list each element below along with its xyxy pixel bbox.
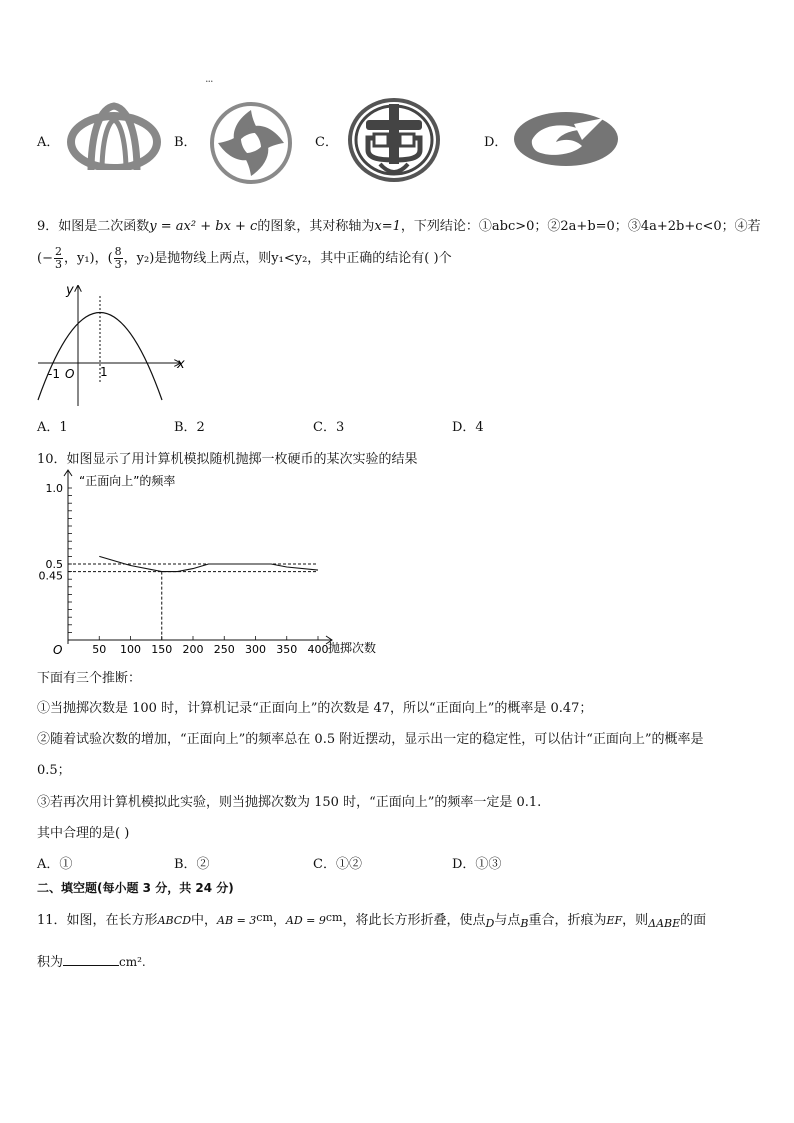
chart-origin-label: O [53,643,63,657]
q11-line-1 [37,909,706,930]
chart-x-tick-label: 400 [307,643,329,656]
q11-unit: cm². [119,955,146,969]
chart-y-tick-label: 1.0 [45,482,63,495]
q11-line-2 [37,951,146,970]
q9-parabola-graph [34,280,194,410]
q9-intro: 如图是二次函数 [58,219,150,234]
q11-text-c: ，将此长方形折叠，使点 [342,913,486,928]
q9-one-label: 1 [100,365,108,379]
q9-p1-num: 2 [54,245,62,258]
q9-conclusions-label: ，下列结论： [400,219,479,234]
q9-function: y = ax² + bx + c [149,219,258,234]
chart-x-tick-label: 100 [120,643,141,656]
q10-frequency-chart [30,466,400,658]
q8-option-b-label: B． [174,135,197,150]
q10-option-d: D．①③ [452,857,502,872]
q11-ab: AB = 3 [217,914,257,927]
q9-p1-open: (− [37,251,53,266]
q10-statement-1: ①当抛掷次数是 100 时，计算机记录“正面向上”的次数是 47，所以“正面向上”的概率是 0.47； [37,701,593,716]
q10-question: 其中合理的是( ) [37,826,130,841]
q9-option-c: C．3 [313,420,345,435]
q11-text-d: 与点 [494,913,521,928]
q11-cm-1: cm [256,911,273,924]
q9-p2-close: ，y₂)是抛物线上两点，则y₁<y₂，其中正确的结论有( )个 [123,251,452,266]
q11-text-g: 的面 [680,913,707,928]
chart-x-tick-label: 250 [213,643,235,656]
q9-option-d: D．4 [452,420,484,435]
q9-p2-den: 3 [114,258,122,271]
section-2-heading: 二、填空题(每小题 3 分，共 24 分) [37,881,234,895]
chart-title: “正面向上”的频率 [79,474,176,488]
q9-neg-one-label: -1 [48,367,60,381]
logo-c-image [344,94,444,186]
q11-rect: ABCD [157,914,192,927]
q11-sep: ， [272,913,286,928]
q9-axis: x=1 [374,219,401,234]
q10-option-a: A．① [37,857,73,872]
q9-conclusion-3: ③4a+2b+c<0； [627,219,735,234]
chart-x-axis-label: 抛掷次数 [328,641,377,655]
q9-conclusion-1: ①abc>0； [478,219,548,234]
chart-x-tick-label: 200 [182,643,204,656]
chart-y-tick-label: 0.45 [38,569,63,583]
chart-y-tick-label: 0.5 [45,558,63,571]
q11-text-e: 重合，折痕为 [528,913,607,928]
q9-mid: 的图象，其对称轴为 [257,219,375,234]
chart-x-tick-label: 300 [245,643,266,656]
logo-b-image [208,100,294,186]
q10-statement-3: ③若再次用计算机模拟此实验，则当抛掷次数为 150 时，“正面向上”的频率一定是 0.1. [37,795,542,810]
q10-option-c: C．①② [313,857,362,872]
q11-answer-blank[interactable] [63,953,119,966]
q9-x-label: x [177,357,185,372]
q10-text: 如图显示了用计算机模拟随机抛掷一枚硬币的某次实验的结果 [66,452,418,467]
q11-triangle: ΔABE [648,917,681,930]
logo-a-image [66,100,162,180]
q10-option-b: B．② [174,857,210,872]
q9-p2-num: 8 [114,245,122,258]
q11-ef: EF [606,914,623,927]
q9-origin-label: O [65,367,75,381]
q8-option-d-label: D． [484,135,508,150]
q9-line-1 [37,215,761,234]
q9-p1-fraction [54,246,63,271]
logo-d-image [512,110,620,168]
q9-conclusion-2: ②2a+b=0； [547,219,628,234]
q11-text-f: ，则 [622,913,649,928]
q11-text-b: 中， [191,913,218,928]
q10-statement-2b: 0.5； [37,763,71,778]
q9-option-a: A．1 [37,420,68,435]
q9-y-label: y [66,283,74,298]
q10-intro: 下面有三个推断： [37,671,142,686]
q9-number: 9． [37,219,59,234]
q9-p1-close: ，y₁)，( [63,251,113,266]
chart-x-tick-label: 350 [276,643,298,656]
q9-line-2 [37,246,452,271]
q9-p2-fraction [114,246,123,271]
q11-line2-text: 积为 [37,955,64,970]
q9-option-b: B．2 [174,420,205,435]
q11-ad: AD = 9 [285,914,326,927]
q8-option-a-label: A． [37,135,60,150]
cut-off-text: ... [205,72,213,85]
q11-cm-2: cm [325,911,343,924]
q10-statement-2a: ②随着试验次数的增加，“正面向上”的频率总在 0.5 附近摆动，显示出一定的稳定性，可以估计“正面向上”的概率是 [37,732,704,747]
q11-text-a: 如图，在长方形 [66,913,158,928]
q11-point-d: D [485,917,495,930]
q8-option-c-label: C． [315,135,338,150]
chart-x-tick-label: 150 [151,643,173,656]
q9-conclusion-4: ④若 [734,219,761,234]
q11-number: 11． [37,913,67,928]
chart-x-tick-label: 50 [92,643,107,656]
q11-point-b: B [520,917,529,930]
q10-number: 10． [37,452,67,467]
q10-line-1 [37,448,418,467]
q9-p1-den: 3 [54,258,62,271]
